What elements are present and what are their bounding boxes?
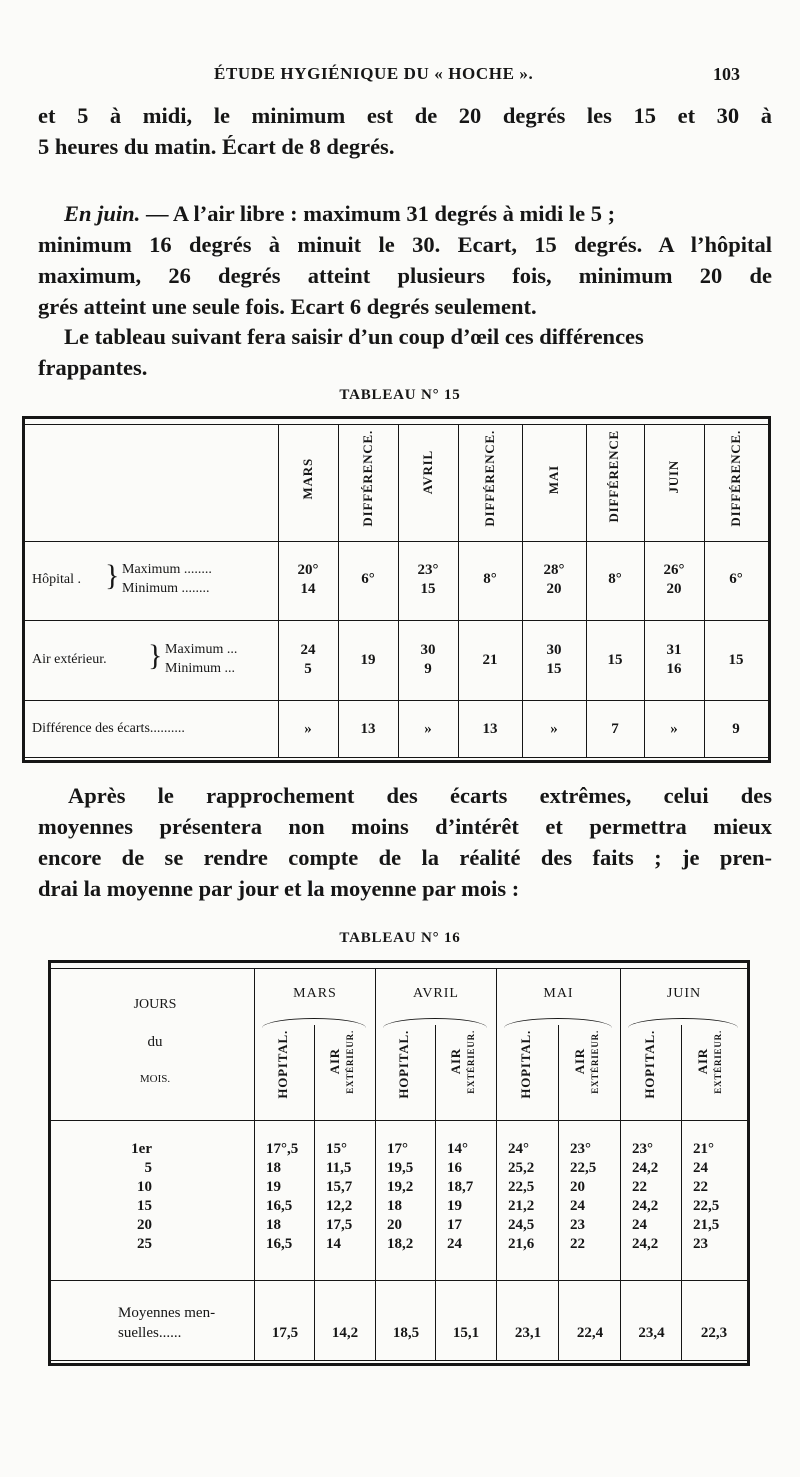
table-cell: 23,1 xyxy=(514,1325,542,1341)
table-cell: 22,5 xyxy=(570,1160,597,1176)
brace-glyph: } xyxy=(105,559,120,592)
subcolumn-header: AIR xyxy=(572,1048,587,1075)
table-rule xyxy=(51,1360,747,1361)
table-cell: 20 xyxy=(666,581,682,597)
table-cell: » xyxy=(670,721,678,737)
table-col-rule xyxy=(496,968,497,1360)
subcolumn-header: AIR xyxy=(695,1048,710,1075)
table-cell: 15 xyxy=(420,581,436,597)
column-header: DIFFÉRENCE. xyxy=(482,430,497,527)
page-number: 103 xyxy=(713,64,740,84)
subcolumn-header: HOPITAL. xyxy=(518,1030,533,1099)
subcolumn-header: EXTÉRIEUR. xyxy=(713,1030,723,1094)
stub-header-line: MOIS. xyxy=(139,1073,171,1085)
table-cell: 18 xyxy=(266,1217,281,1233)
table-cell: 22,5 xyxy=(693,1198,720,1214)
table-cell: 9 xyxy=(424,661,432,677)
table-cell: » xyxy=(304,721,312,737)
table-cell: 22,3 xyxy=(700,1325,728,1341)
table-15-caption: TABLEAU N° 15 xyxy=(339,387,461,403)
row-label-air: Air extérieur. xyxy=(32,652,107,667)
table-cell: 24,5 xyxy=(508,1217,535,1233)
paragraph-1 xyxy=(38,100,772,162)
table-row-rule xyxy=(25,700,768,701)
column-header: DIFFÉRENCE. xyxy=(728,430,743,527)
table-col-rule xyxy=(586,424,587,757)
table-cell: 15,7 xyxy=(326,1179,353,1195)
table-cell: 9 xyxy=(732,721,740,737)
table-cell: 17,5 xyxy=(326,1217,353,1233)
column-header: DIFFÉRENCE xyxy=(606,430,621,523)
text-line: frappantes. xyxy=(38,355,148,380)
table-cell: 24 xyxy=(300,642,316,658)
table-cell: 18 xyxy=(387,1198,402,1214)
table-cell: 24 xyxy=(693,1160,708,1176)
table-cell: 24,2 xyxy=(632,1236,659,1252)
table-cell: 19 xyxy=(266,1179,281,1195)
table-cell: 31 xyxy=(666,642,682,658)
text-line: minimum 16 degrés à minuit le 30. Ecart, 15 degrés. A l’hôpital xyxy=(38,232,772,257)
month-header: MARS xyxy=(293,986,337,1001)
table-cell: 23° xyxy=(632,1141,653,1157)
brace-glyph: } xyxy=(148,639,163,672)
table-col-rule xyxy=(338,424,339,757)
table-cell: 20 xyxy=(570,1179,585,1195)
table-row-rule xyxy=(51,1280,747,1281)
table-cell: 14° xyxy=(447,1141,468,1157)
text-line xyxy=(38,198,772,229)
table-cell: 12,2 xyxy=(326,1198,353,1214)
text-line: moyennes présentera non moins d’intérêt et permettra mieux xyxy=(38,814,772,839)
table-cell: 24 xyxy=(570,1198,585,1214)
table-cell: 30 xyxy=(546,642,562,658)
table-cell: 8° xyxy=(608,571,622,587)
table-rule xyxy=(25,424,768,425)
day-label: 1er xyxy=(131,1141,152,1157)
table-rule xyxy=(51,968,747,969)
table-cell: 21,5 xyxy=(693,1217,720,1233)
table-cell: 7 xyxy=(611,721,619,737)
table-col-rule xyxy=(435,1025,436,1360)
table-cell: 6° xyxy=(729,571,743,587)
column-header: MARS xyxy=(300,458,315,500)
table-cell: 28° xyxy=(543,562,565,578)
month-header: MAI xyxy=(543,986,574,1001)
table-col-rule xyxy=(704,424,705,757)
row-sublabel-min: Minimum ... xyxy=(165,661,236,676)
subcolumn-header: HOPITAL. xyxy=(642,1030,657,1099)
table-cell: 20 xyxy=(546,581,562,597)
table-col-rule xyxy=(681,1025,682,1360)
table-cell: 5 xyxy=(304,661,312,677)
text-line: encore de se rendre compte de la réalité des faits ; je pren- xyxy=(38,845,772,870)
table-cell: 15,1 xyxy=(452,1325,480,1341)
table-cell: 21 xyxy=(482,652,498,668)
table-cell: 24,2 xyxy=(632,1160,659,1176)
table-cell: 15 xyxy=(546,661,562,677)
month-header: AVRIL xyxy=(413,986,459,1001)
table-col-rule xyxy=(620,968,621,1360)
column-header: JUIN xyxy=(666,460,681,494)
table-cell: 14 xyxy=(300,581,316,597)
table-cell: 24° xyxy=(508,1141,529,1157)
month-header: JUIN xyxy=(666,986,702,1001)
paragraph-3 xyxy=(38,321,772,383)
table-cell: 22,5 xyxy=(508,1179,535,1195)
table-cell: 24,2 xyxy=(632,1198,659,1214)
table-cell: 15 xyxy=(607,652,623,668)
subcolumn-header: EXTÉRIEUR. xyxy=(345,1030,355,1094)
table-cell: 24 xyxy=(447,1236,462,1252)
table-cell: 8° xyxy=(483,571,497,587)
text-span: — A l’air libre : maximum 31 degrés à midi le 5 ; xyxy=(140,201,616,226)
table-cell: 13 xyxy=(360,721,376,737)
table-cell: 19,5 xyxy=(387,1160,414,1176)
table-cell: 21° xyxy=(693,1141,714,1157)
subcolumn-header: EXTÉRIEUR. xyxy=(466,1030,476,1094)
table-cell: 16 xyxy=(447,1160,462,1176)
table-cell: 22 xyxy=(693,1179,708,1195)
column-header: AVRIL xyxy=(420,450,435,495)
paragraph-2 xyxy=(38,198,772,322)
row-sublabel-max: Maximum ... xyxy=(165,642,238,657)
row-label-hopital: Hôpital . xyxy=(32,572,81,587)
text-line: et 5 à midi, le minimum est de 20 degrés les 15 et 30 à xyxy=(38,103,772,128)
table-row-rule xyxy=(51,1120,747,1121)
paragraph-lead: En juin. xyxy=(64,201,141,226)
table-row-rule xyxy=(25,541,768,542)
table-cell: 11,5 xyxy=(326,1160,352,1176)
table-16-caption: TABLEAU N° 16 xyxy=(339,930,461,946)
row-sublabel-min: Minimum ........ xyxy=(122,581,210,596)
table-cell: 23° xyxy=(417,562,439,578)
column-header: DIFFÉRENCE. xyxy=(360,430,375,527)
table-cell: 22 xyxy=(632,1179,647,1195)
monthly-label: Moyennes men- xyxy=(118,1305,216,1321)
table-cell: 20° xyxy=(297,562,319,578)
running-title: ÉTUDE HYGIÉNIQUE DU « HOCHE ». xyxy=(214,64,534,83)
table-cell: 6° xyxy=(361,571,375,587)
table-cell: 16,5 xyxy=(266,1198,293,1214)
day-label: 20 xyxy=(137,1217,152,1233)
column-header: MAI xyxy=(546,465,561,495)
table-cell: 18 xyxy=(266,1160,281,1176)
row-sublabel-max: Maximum ........ xyxy=(122,562,212,577)
table-cell: 15 xyxy=(728,652,744,668)
table-cell: 25,2 xyxy=(508,1160,535,1176)
table-col-rule xyxy=(278,424,279,757)
stub-header-line: JOURS xyxy=(133,997,177,1012)
text-line: drai la moyenne par jour et la moyenne par mois : xyxy=(38,876,520,901)
running-head xyxy=(0,64,800,86)
monthly-label: suelles...... xyxy=(118,1325,182,1341)
table-cell: 14,2 xyxy=(331,1325,359,1341)
table-col-rule xyxy=(522,424,523,757)
table-cell: 18,7 xyxy=(447,1179,474,1195)
table-cell: 14 xyxy=(326,1236,341,1252)
table-cell: 24 xyxy=(632,1217,647,1233)
table-cell: 18,5 xyxy=(392,1325,420,1341)
subcolumn-header: HOPITAL. xyxy=(396,1030,411,1099)
subcolumn-header: EXTÉRIEUR. xyxy=(590,1030,600,1094)
row-label-difference: Différence des écarts.......... xyxy=(32,721,185,736)
day-label: 5 xyxy=(144,1160,152,1176)
text-line: Le tableau suivant fera saisir d’un coup d’œil ces différences xyxy=(64,324,644,349)
day-label: 10 xyxy=(137,1179,152,1195)
subcolumn-header: AIR xyxy=(327,1048,342,1075)
table-col-rule xyxy=(254,968,255,1360)
table-col-rule xyxy=(398,424,399,757)
paragraph-4 xyxy=(38,780,772,904)
table-cell: 23 xyxy=(570,1217,585,1233)
table-row-rule xyxy=(25,620,768,621)
table-cell: 20 xyxy=(387,1217,402,1233)
text-line: maximum, 26 degrés atteint plusieurs fois, minimum 20 de xyxy=(38,263,772,288)
day-label: 15 xyxy=(137,1198,152,1214)
subcolumn-header: HOPITAL. xyxy=(275,1030,290,1099)
stub-header-line: du xyxy=(147,1034,163,1050)
table-cell: 15° xyxy=(326,1141,347,1157)
table-cell: 23° xyxy=(570,1141,591,1157)
table-cell: 17 xyxy=(447,1217,462,1233)
table-cell: 23,4 xyxy=(638,1325,665,1341)
table-cell: 18,2 xyxy=(387,1236,414,1252)
table-cell: 16 xyxy=(666,661,682,677)
table-cell: 22,4 xyxy=(576,1325,604,1341)
table-cell: 13 xyxy=(482,721,498,737)
table-col-rule xyxy=(314,1025,315,1360)
table-cell: 21,2 xyxy=(508,1198,535,1214)
table-cell: 23 xyxy=(693,1236,708,1252)
table-cell: » xyxy=(550,721,558,737)
text-line: 5 heures du matin. Écart de 8 degrés. xyxy=(38,134,395,159)
table-cell: 21,6 xyxy=(508,1236,535,1252)
table-col-rule xyxy=(558,1025,559,1360)
table-cell: 19,2 xyxy=(387,1179,414,1195)
table-rule xyxy=(25,757,768,758)
text-line: Après le rapprochement des écarts extrêmes, celui des xyxy=(68,783,772,808)
table-cell: 16,5 xyxy=(266,1236,293,1252)
table-cell: 19 xyxy=(360,652,376,668)
table-cell: 19 xyxy=(447,1198,462,1214)
text-line: grés atteint une seule fois. Ecart 6 degrés seulement. xyxy=(38,294,537,319)
table-col-rule xyxy=(458,424,459,757)
table-cell: 30 xyxy=(420,642,436,658)
table-cell: 17,5 xyxy=(271,1325,299,1341)
table-cell: 17° xyxy=(387,1141,408,1157)
table-cell: 26° xyxy=(663,562,685,578)
table-cell: » xyxy=(424,721,432,737)
day-label: 25 xyxy=(137,1236,152,1252)
table-cell: 17°,5 xyxy=(266,1141,299,1157)
table-cell: 22 xyxy=(570,1236,585,1252)
table-col-rule xyxy=(375,968,376,1360)
table-col-rule xyxy=(644,424,645,757)
subcolumn-header: AIR xyxy=(448,1048,463,1075)
